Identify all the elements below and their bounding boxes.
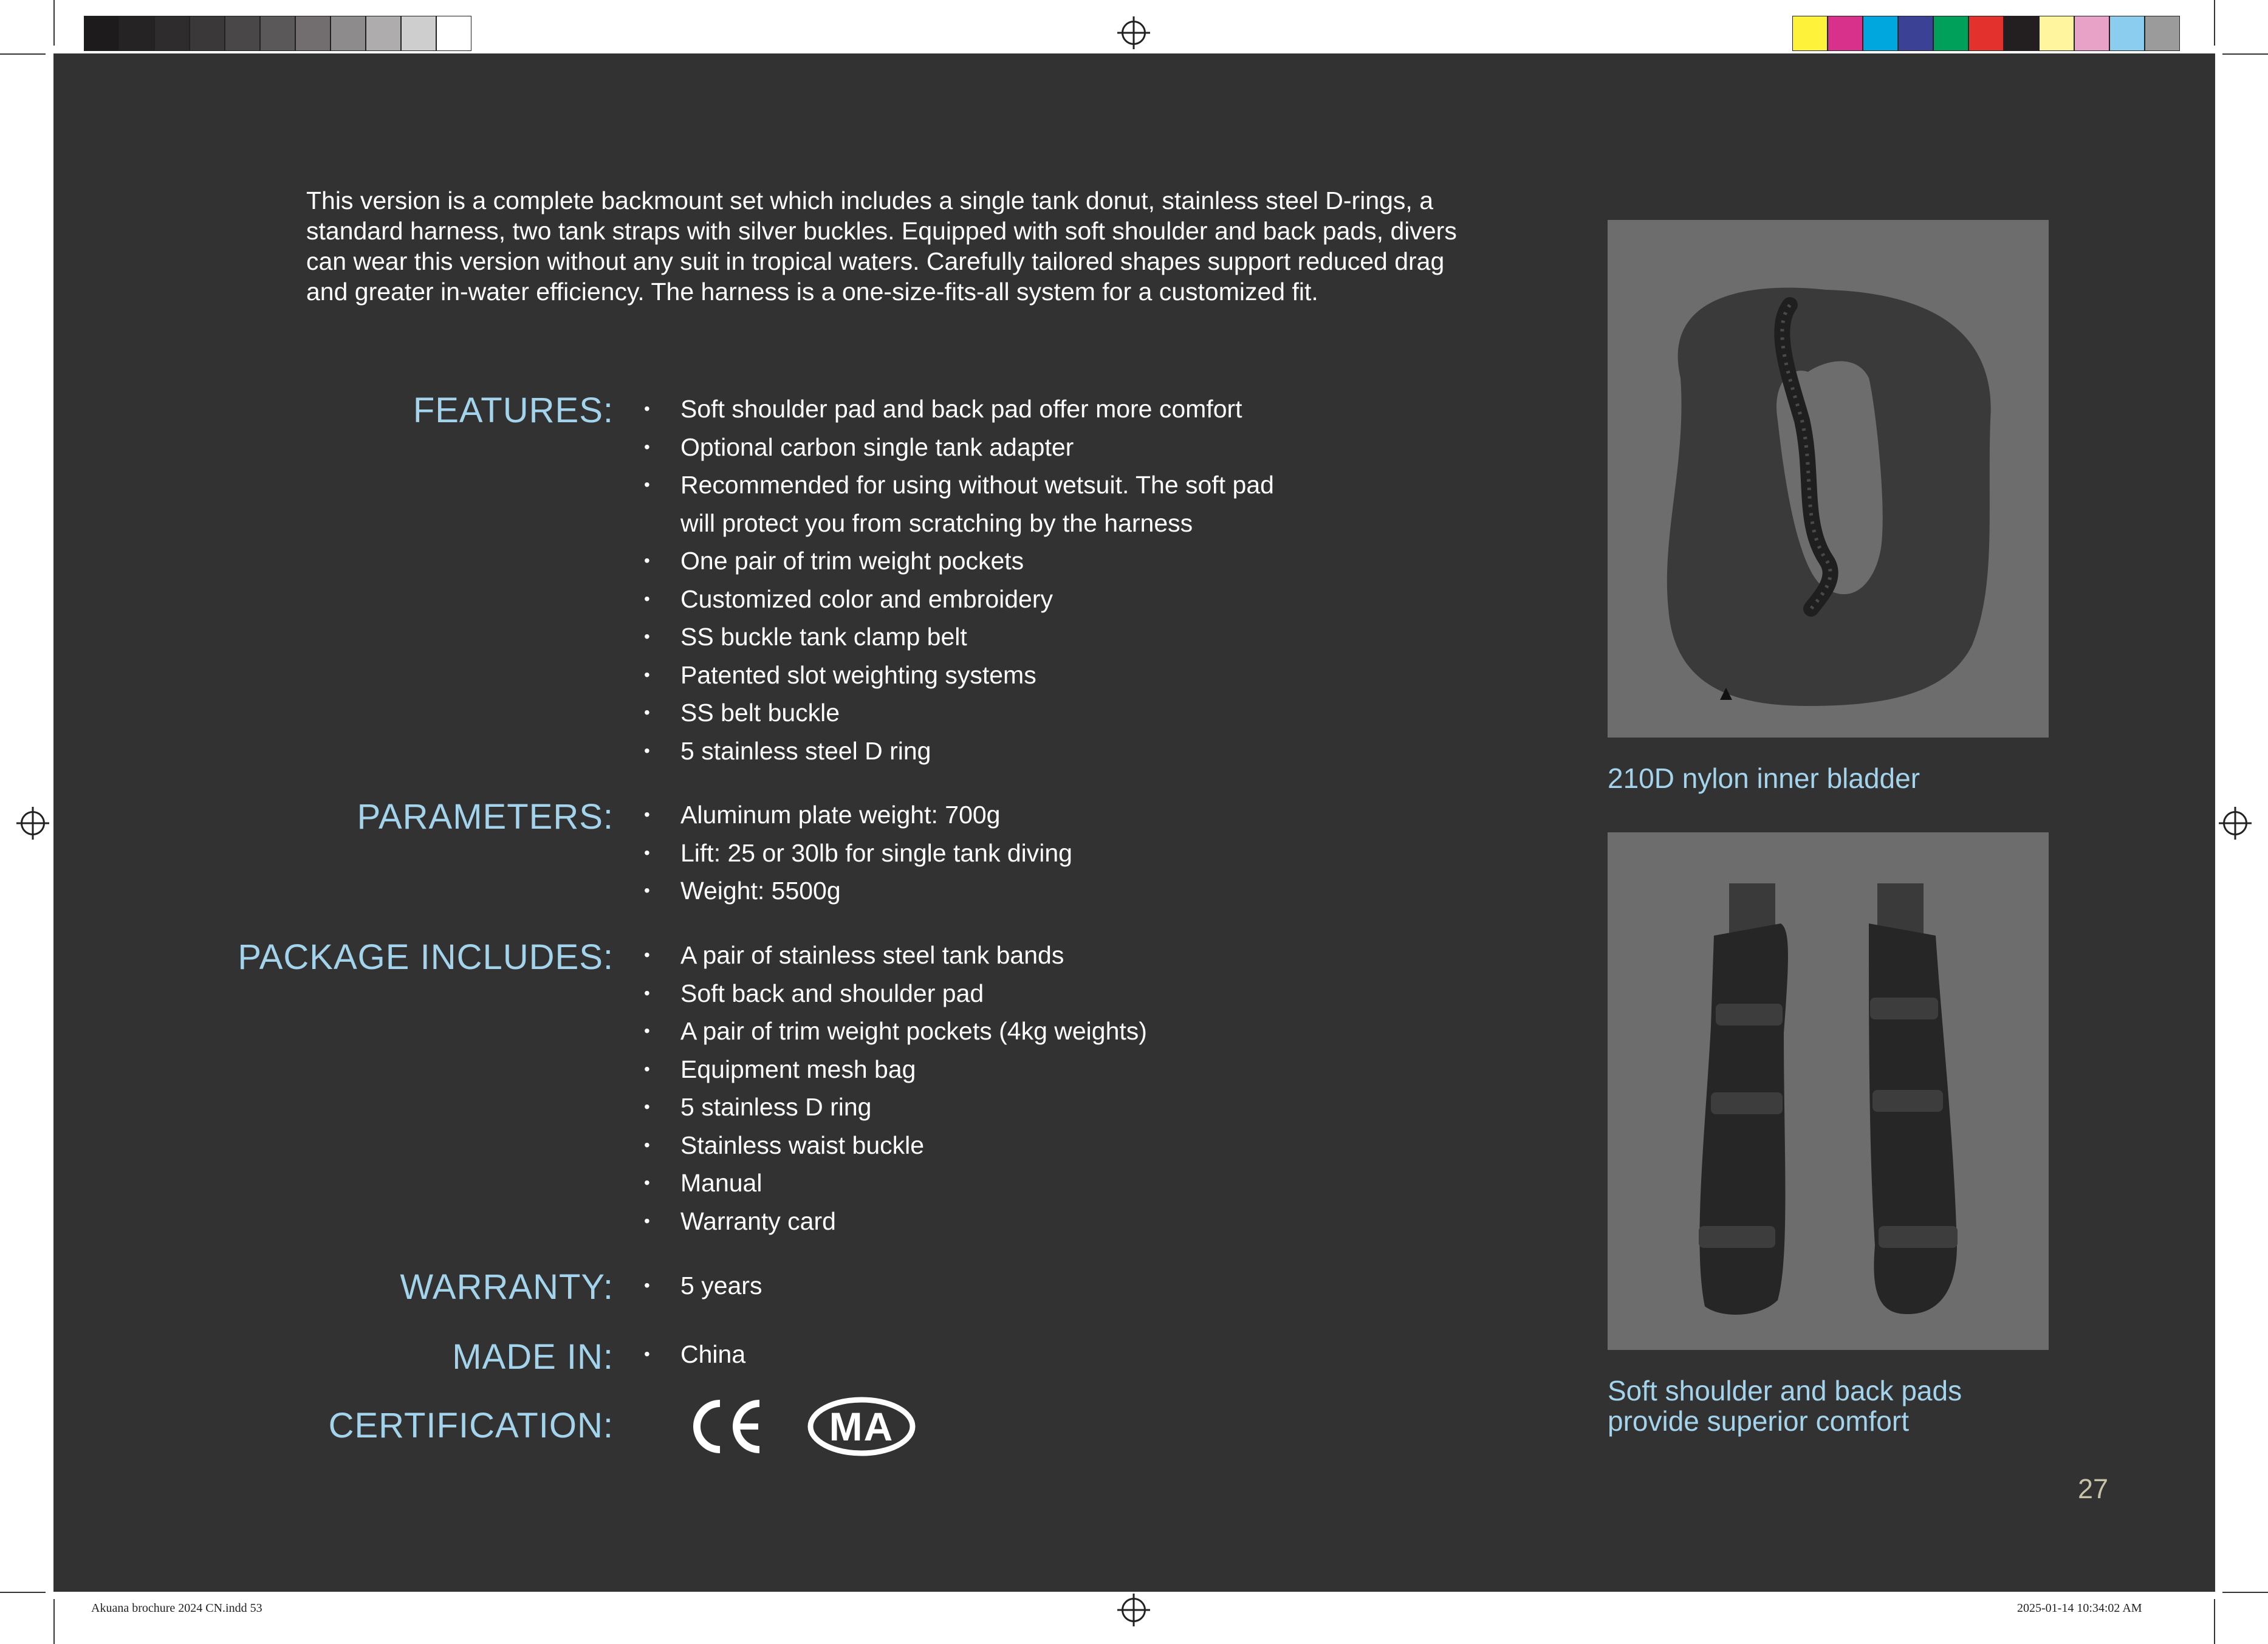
color-swatch: [366, 16, 401, 51]
parameters-heading: PARAMETERS:: [357, 797, 614, 837]
intro-paragraph: This version is a complete backmount set which includes a single tank donut, stainless steel D-rings, a standard harness, two tank straps with silver buckles. Equipped with soft shoulder and back pads, divers can wear this version without any suit in tropical waters. Carefully tailored shapes support reduced drag and greater in-water efficiency. The harness is a one-size-fits-all system for a customized fit.: [306, 187, 1457, 306]
registration-mark-bottom: [1122, 1598, 1146, 1622]
color-swatch: [2004, 16, 2039, 51]
gray-color-bar: [84, 16, 471, 51]
cmyk-color-bar: [1792, 16, 2180, 51]
color-swatch: [119, 16, 154, 51]
color-swatch: [1863, 16, 1898, 51]
color-swatch: [1933, 16, 1968, 51]
list-item: • Equipment mesh bag: [680, 1050, 1147, 1089]
list-item: • Warranty card: [680, 1202, 1147, 1241]
registration-mark-right: [2223, 811, 2247, 835]
crop-mark: [0, 53, 46, 55]
list-item: • 5 stainless D ring: [680, 1088, 1147, 1126]
features-heading: FEATURES:: [413, 391, 614, 430]
list-item: • Soft shoulder pad and back pad offer more comfort: [680, 390, 1274, 428]
color-swatch: [1792, 16, 1828, 51]
list-item: • A pair of stainless steel tank bands: [680, 936, 1147, 974]
features-list: [680, 390, 1274, 770]
list-item: • 5 years: [680, 1267, 762, 1305]
color-swatch: [154, 16, 190, 51]
color-swatch: [331, 16, 366, 51]
list-item: • SS buckle tank clamp belt: [680, 618, 1274, 656]
color-swatch: [2039, 16, 2074, 51]
list-item: • SS belt buckle: [680, 694, 1274, 732]
list-item: • 5 stainless steel D ring: [680, 732, 1274, 770]
color-swatch: [190, 16, 225, 51]
bladder-caption: 210D nylon inner bladder: [1608, 762, 1920, 794]
list-item: • Customized color and embroidery: [680, 580, 1274, 618]
pads-photo: [1608, 832, 2049, 1350]
list-item: • Lift: 25 or 30lb for single tank diving: [680, 834, 1072, 872]
package-heading: PACKAGE INCLUDES:: [238, 937, 614, 977]
crop-mark: [2214, 1599, 2215, 1644]
made-in-heading: MADE IN:: [452, 1337, 614, 1377]
crop-mark: [2214, 0, 2215, 46]
bladder-photo: [1608, 220, 2049, 738]
pads-caption-line-2: provide superior comfort: [1608, 1405, 1909, 1437]
color-swatch: [84, 16, 119, 51]
crop-mark: [53, 0, 55, 46]
certification-heading: CERTIFICATION:: [328, 1406, 614, 1445]
pads-caption-line-1: Soft shoulder and back pads: [1608, 1375, 1962, 1406]
page-number: 27: [2078, 1473, 2109, 1504]
ce-certification-logo: [687, 1396, 766, 1457]
color-swatch: [295, 16, 331, 51]
list-item: • Weight: 5500g: [680, 872, 1072, 910]
list-item: • Stainless waist buckle: [680, 1126, 1147, 1165]
list-item: • Optional carbon single tank adapter: [680, 428, 1274, 467]
color-swatch: [1828, 16, 1863, 51]
list-item: • A pair of trim weight pockets (4kg weights): [680, 1012, 1147, 1050]
color-swatch: [2145, 16, 2180, 51]
slug-file-info: Akuana brochure 2024 CN.indd 53: [91, 1601, 262, 1615]
crop-mark: [0, 1592, 46, 1593]
color-swatch: [1968, 16, 2004, 51]
pads-caption: [1608, 1375, 1962, 1436]
color-swatch: [1898, 16, 1933, 51]
list-item: • Manual: [680, 1164, 1147, 1202]
list-item: • Recommended for using without wetsuit. The soft pad: [680, 466, 1274, 504]
warranty-list: [680, 1267, 762, 1305]
color-swatch: [436, 16, 471, 51]
slug-timestamp: 2025-01-14 10:34:02 AM: [2017, 1601, 2142, 1615]
cma-certification-logo: [807, 1396, 916, 1457]
color-swatch: [225, 16, 260, 51]
cma-mark-text: MA: [829, 1404, 894, 1449]
registration-mark-top: [1122, 21, 1146, 45]
crop-mark: [2222, 1592, 2268, 1593]
registration-mark-left: [21, 811, 45, 835]
crop-mark: [53, 1599, 55, 1644]
color-swatch: [401, 16, 436, 51]
list-item: • Patented slot weighting systems: [680, 656, 1274, 694]
warranty-heading: WARRANTY:: [400, 1267, 614, 1307]
color-swatch: [2074, 16, 2109, 51]
list-item: • China: [680, 1335, 745, 1374]
list-item: • One pair of trim weight pockets: [680, 542, 1274, 580]
color-swatch: [260, 16, 295, 51]
color-swatch: [2109, 16, 2145, 51]
crop-mark: [2222, 53, 2268, 55]
parameters-list: [680, 796, 1072, 910]
list-item-continuation: will protect you from scratching by the harness: [680, 509, 1193, 537]
list-item: • Soft back and shoulder pad: [680, 974, 1147, 1013]
list-item: • Aluminum plate weight: 700g: [680, 796, 1072, 834]
made-in-list: [680, 1335, 745, 1374]
package-list: [680, 936, 1147, 1240]
